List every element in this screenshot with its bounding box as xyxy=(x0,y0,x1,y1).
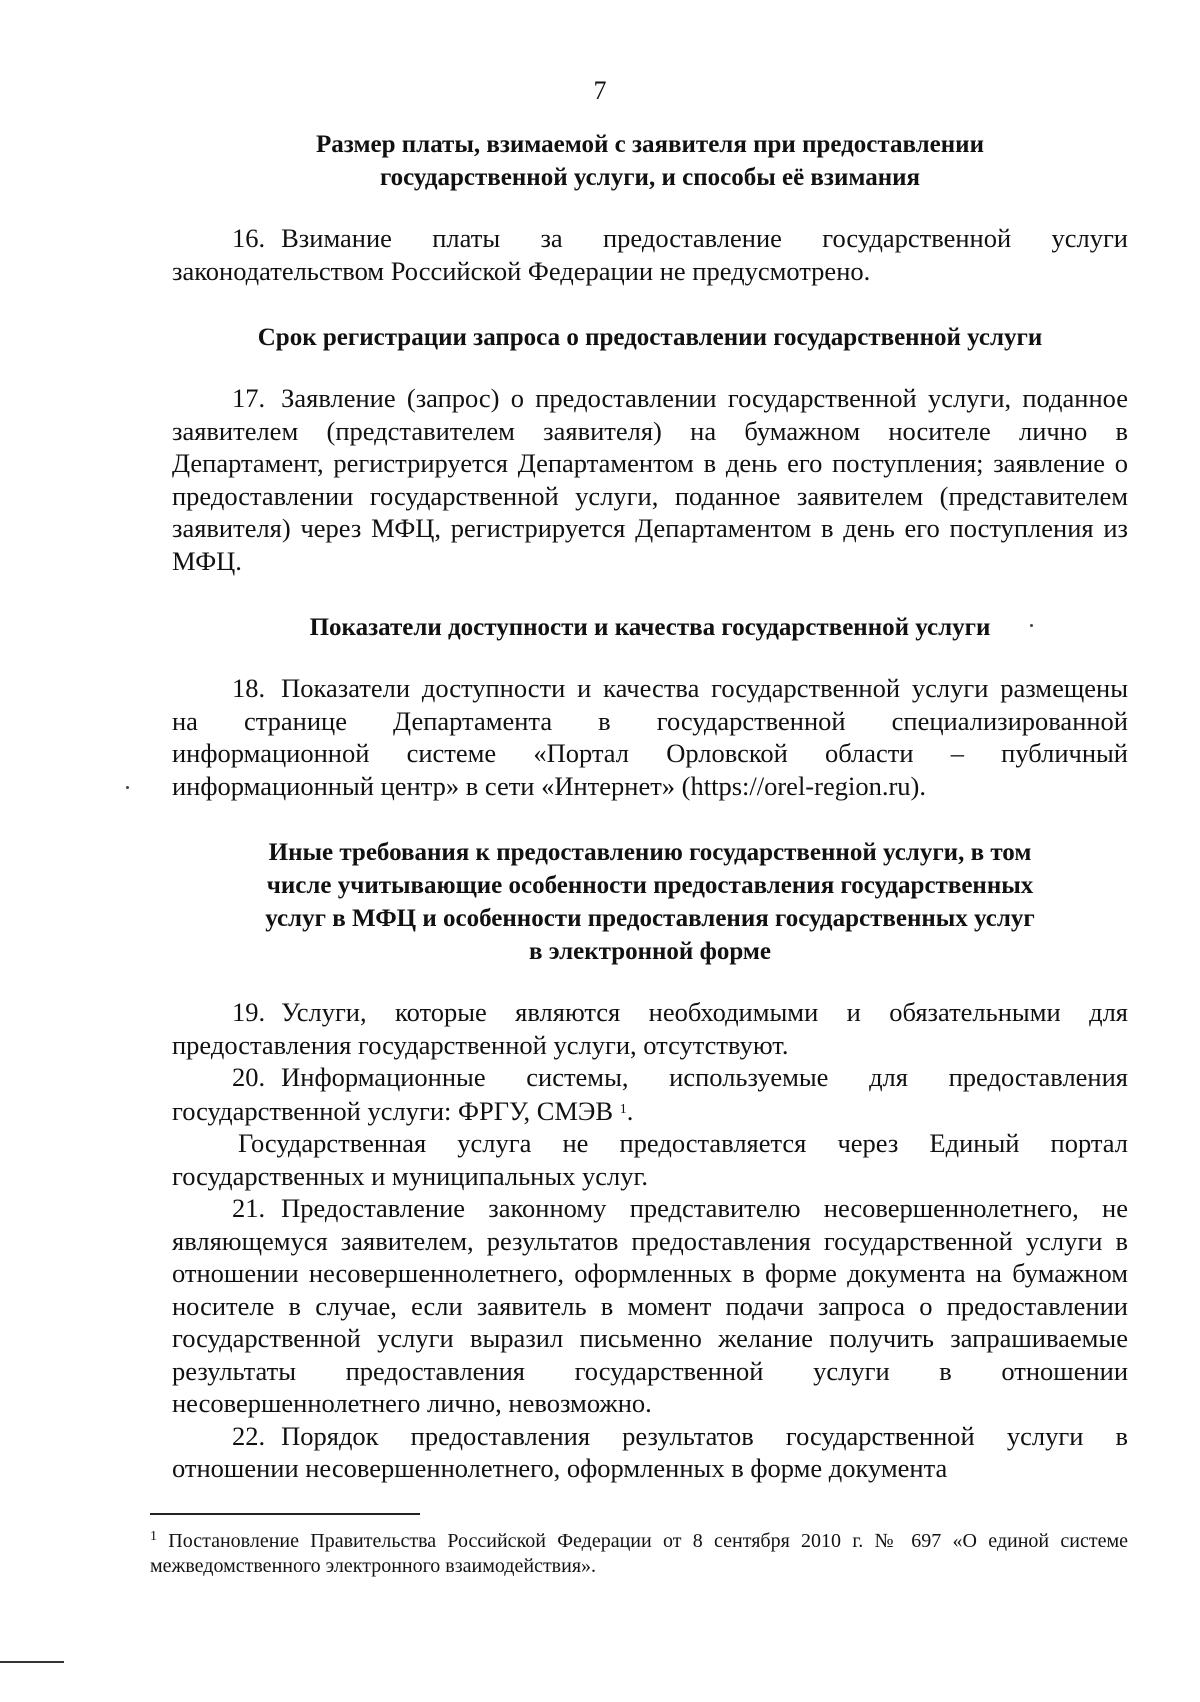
paragraph-18 xyxy=(172,672,1128,802)
paragraph-text: Заявление (запрос) о предоставлении государственной услуги, поданное заявителем (представителем заявителя) на бумажном носителе лично в Департамент, регистрируется Департаментом в день его поступления; заявление о предоставлении государственной услуги, поданное заявителем (представителем заявителя) через МФЦ, регистрируется Департаментом в день его поступления из МФЦ. xyxy=(172,383,1128,576)
footnote-mark: 1 xyxy=(150,1529,157,1544)
paragraph-number: 16. xyxy=(232,223,266,253)
section-heading-quality xyxy=(172,611,1128,644)
heading-line: Размер платы, взимаемой с заявителя при предоставлении xyxy=(316,131,984,158)
paragraph-16 xyxy=(172,222,1128,287)
paragraph-number: 18. xyxy=(232,673,266,703)
paragraph-text: Услуги, которые являются необходимыми и обязательными для предоставления государственной услуги, отсутствуют. xyxy=(172,997,1128,1060)
paragraph-text: Показатели доступности и качества государственной услуги размещены на странице Департамента в государственной специализированной информационной системе «Портал Орловской области – публичный информационный центр» в сети «Интернет» (https://orel-region.ru). xyxy=(172,673,1128,801)
heading-line: государственной услуги, и способы её взимания xyxy=(379,164,921,191)
paragraph-text-end: . xyxy=(626,1095,634,1126)
scan-speck xyxy=(126,786,129,789)
footnote-reference[interactable]: 1 xyxy=(619,1101,627,1117)
heading-line: в электронной форме xyxy=(528,938,772,965)
footnote-separator xyxy=(150,1513,420,1515)
paragraph-17 xyxy=(172,382,1128,577)
paragraph-text: Порядок предоставления результатов государственной услуги в отношении несовершеннолетнего, оформленных в форме документа xyxy=(172,1420,1128,1483)
paragraph-20-continued: Государственная услуга не предоставляется через Единый портал государственных и муниципальных услуг. xyxy=(172,1128,1128,1191)
heading-line: услуг в МФЦ и особенности предоставления государственных услуг xyxy=(265,905,1035,932)
paragraph-21 xyxy=(172,1192,1128,1420)
paragraph-number: 22. xyxy=(232,1420,266,1451)
section-heading-other-requirements xyxy=(172,836,1128,968)
paragraph-text: Предоставление законному представителю несовершеннолетнего, не являющемуся заявителем, результатов предоставления государственной услуги в отношении несовершеннолетнего, оформленных в форме документа на бумажном носителе в случае, если заявитель в момент подачи запроса о предоставлении государственной услуги выразил письменно желание получить запрашиваемые результаты предоставления государственной услуги в отношении несовершеннолетнего лично, невозможно. xyxy=(172,1193,1128,1418)
heading-line: Срок регистрации запроса о предоставлении государственной услуги xyxy=(257,324,1043,351)
paragraph-20 xyxy=(172,1061,1128,1127)
footnote xyxy=(150,1524,1128,1579)
paragraph-number: 20. xyxy=(232,1062,266,1092)
paragraph-number: 17. xyxy=(232,383,266,413)
scan-edge-mark xyxy=(0,1661,64,1663)
paragraph-22 xyxy=(172,1420,1128,1485)
heading-line: Показатели доступности и качества государственной услуги xyxy=(309,614,991,641)
section-heading-fee xyxy=(172,128,1128,194)
paragraph-number: 21. xyxy=(232,1193,266,1223)
page-content xyxy=(172,128,1128,1485)
scan-speck xyxy=(1030,624,1033,627)
footnote-text: Постановление Правительства Российской Федерации от 8 сентября 2010 г. № 697 «О единой системе межведомственного электронного взаимодействия». xyxy=(150,1530,1128,1577)
paragraph-text: Взимание платы за предоставление государственной услуги законодательством Российской Федерации не предусмотрено. xyxy=(172,223,1128,286)
page-number: 7 xyxy=(593,76,607,105)
heading-line: Иные требования к предоставлению государственной услуги, в том xyxy=(268,839,1032,866)
paragraph-number: 19. xyxy=(232,997,266,1027)
section-heading-registration xyxy=(172,321,1128,354)
paragraph-19 xyxy=(172,996,1128,1061)
heading-line: числе учитывающие особенности предоставления государственных xyxy=(266,872,1034,899)
paragraph-text: Информационные системы, используемые для предоставления государственной услуги: ФРГУ, СМЭВ xyxy=(172,1062,1128,1126)
